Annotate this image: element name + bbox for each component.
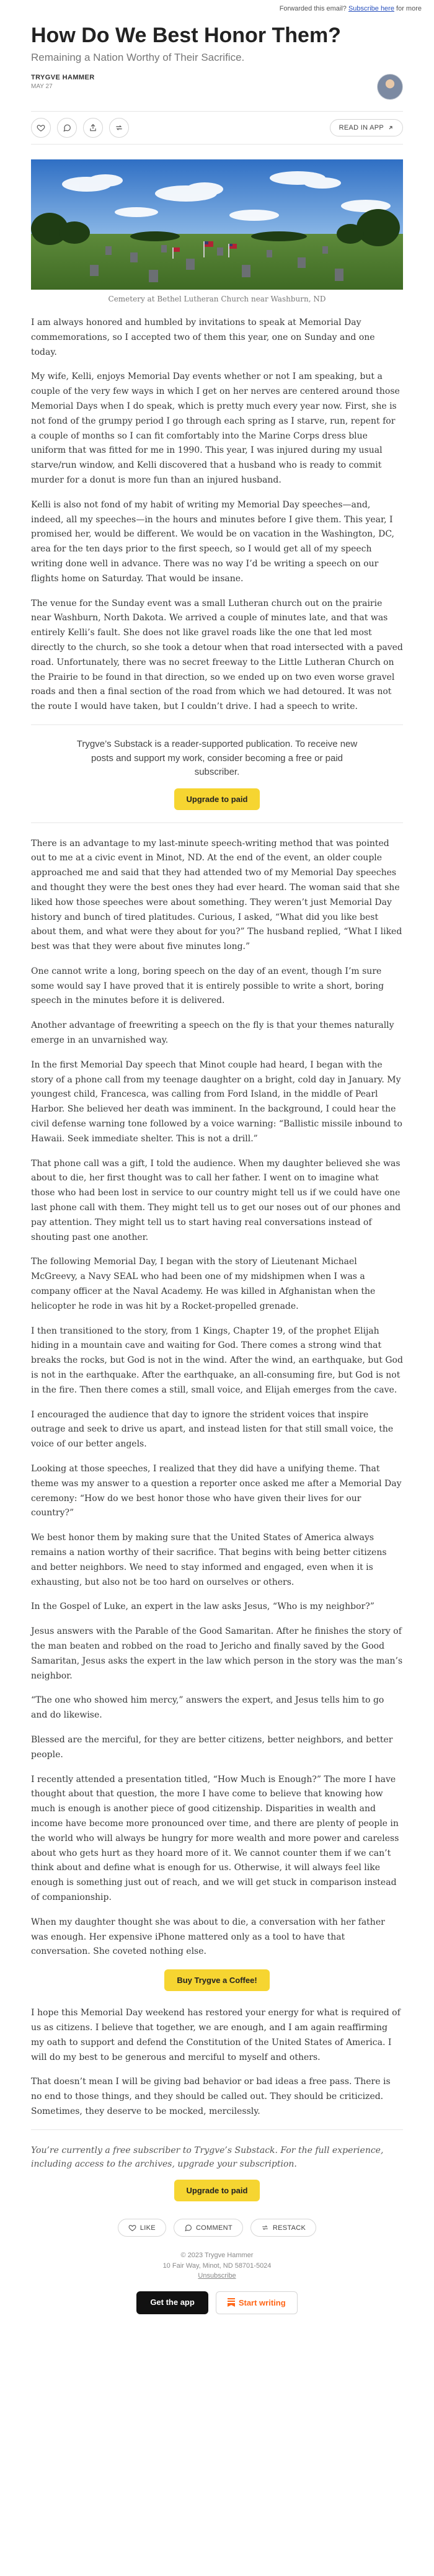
footer-actions bbox=[31, 2219, 403, 2237]
subscribe-box bbox=[31, 724, 403, 823]
paragraph: Looking at those speeches, I realized that they did have a unifying theme. That theme was my answer to a question a reporter once asked me after a Memorial Day ceremony: “How do we best honor those who have given their lives for our country?” bbox=[31, 1464, 402, 1518]
like-button[interactable] bbox=[31, 118, 51, 138]
copyright-text: © 2023 Trygve Hammer bbox=[180, 2252, 254, 2260]
author-row bbox=[31, 74, 403, 100]
forwarded-bar bbox=[0, 0, 434, 16]
author-block bbox=[31, 74, 95, 90]
paragraph: There is an advantage to my last-minute speech-writing method that was pointed out to me at a civic event in Minot, ND. At the end of the event, an older couple approached me and said that they had attended two of my Memorial Day speeches and thought they were the best ones they had ever heard. The woman said that she liked how those speeches were about something. They weren’t just Memorial Day history and bunch of tired platitudes. Curious, I asked, “What did you like best about them, and what were they about for you?” The husband replied, “What I liked best was that they were about five minutes long.” bbox=[31, 838, 402, 952]
paragraph: That doesn’t mean I will be giving bad behavior or bad ideas a free pass. There is no end to those things, and they should be called out. They should be criticized. Sometimes, they deserve to be mocked, mercilessly. bbox=[31, 2077, 391, 2116]
footer-comment-button[interactable] bbox=[174, 2219, 243, 2237]
paragraph: Another advantage of freewriting a speech on the fly is that your themes naturally emerge in an unvarnished way. bbox=[31, 1020, 394, 1046]
address-text: 10 Fair Way, Minot, ND 58701-5024 bbox=[162, 2262, 272, 2270]
like-label: LIKE bbox=[140, 2224, 156, 2232]
heart-icon bbox=[37, 123, 45, 132]
paragraph: When my daughter thought she was about to die, a conversation with her father was enough. Her expensive iPhone mattered only as a tool to have that conversation. She coveted nothing else. bbox=[31, 1917, 385, 1957]
paragraph: I hope this Memorial Day weekend has restored your energy for what is required of us as citizens. I believe that together, we are enough, and I am again reaffirming my oath to support and defend the Constitution of the United States of America. I will do my best to be generous and merciful to myself and others. bbox=[31, 2008, 401, 2062]
paragraph: That phone call was a gift, I told the audience. When my daughter believed she was about to die, her first thought was to call her father. I went on to imagine what those who had been lost in service to our country might tell us if we could have one last phone call with them. They might tell us to get our noses out of our phones and pay attention. They might tell us to start having real conversations instead of shouting past one another. bbox=[31, 1158, 401, 1242]
free-note-button-wrap bbox=[31, 2180, 403, 2201]
comment-button[interactable] bbox=[57, 118, 77, 138]
share-button[interactable] bbox=[83, 118, 103, 138]
author-name[interactable]: TRYGVE HAMMER bbox=[31, 74, 95, 82]
upgrade-to-paid-button[interactable]: Upgrade to paid bbox=[174, 788, 260, 810]
footer-like-button[interactable] bbox=[118, 2219, 166, 2237]
post-date: MAY 27 bbox=[31, 83, 53, 91]
heart-icon bbox=[128, 2224, 136, 2232]
post-container bbox=[0, 24, 434, 2329]
action-icons bbox=[31, 118, 129, 138]
for-more-text: for more bbox=[396, 5, 422, 12]
paragraph: One cannot write a long, boring speech on the day of an event, though I’m sure some would say I have proved that it is entirely possible to write a short, boring speech in the minutes before it is delivered. bbox=[31, 966, 384, 1006]
start-writing-label: Start writing bbox=[238, 2297, 286, 2307]
read-in-app-label: READ IN APP bbox=[339, 124, 384, 132]
paragraph: Kelli is also not fond of my habit of writing my Memorial Day speeches—and, indeed, all my speeches—in the hours and minutes before I give them. This year, I promised her, would be different. We would be on vacation in the Washington, DC, area for the ten days prior to the first speech, so I would get all of my speech writing done well in advance. There was no way I’d be writing a speech on our flights home on Saturday. That would be insane. bbox=[31, 499, 394, 584]
restack-label: RESTACK bbox=[272, 2224, 306, 2232]
forwarded-text: Forwarded this email? bbox=[279, 5, 347, 12]
restack-icon bbox=[261, 2224, 269, 2232]
subscribe-box-text: Trygve’s Substack is a reader-supported publication. To receive new posts and support my work, consider becoming a free or paid subscriber. bbox=[76, 739, 358, 778]
paragraph: I am always honored and humbled by invitations to speak at Memorial Day commemorations, so I accepted two of them this year, one on Sunday and one today. bbox=[31, 318, 375, 357]
free-subscriber-text: You’re currently a free subscriber to Trygve’s Substack. For the full experience, including access to the archives, upgrade your subscription. bbox=[31, 2145, 384, 2170]
coffee-section bbox=[31, 1969, 403, 1991]
paragraph: I encouraged the audience that day to ignore the strident voices that inspire outrage and seek to drive us apart, and instead listen for that still small voice, the voice of our better angels. bbox=[31, 1409, 394, 1450]
cemetery-figure bbox=[31, 159, 403, 303]
paragraph: The following Memorial Day, I began with the story of Lieutenant Michael McGreevy, a Navy SEAL who had been one of my midshipmen when I was a company officer at the Naval Academy. He was killed in Afghanistan when the helicopter he rode in was hit by a Rocket-propelled grenade. bbox=[31, 1257, 376, 1311]
body-section-2 bbox=[31, 837, 403, 1960]
post-title[interactable]: How Do We Best Honor Them? bbox=[31, 24, 341, 47]
paragraph: My wife, Kelli, enjoys Memorial Day events whether or not I am speaking, but a couple of the very few ways in which I get on her nerves are centered around those Memorial Days when I do speak, which is pretty much every year now. First, she is not fond of the grumpy period I go through each spring as I starve, run, repent for a couple of months so I can fit comfortably into the Marine Corps dress blue uniform that was fitted for me in 1990. This year, I was injured during my usual starve/run window, and Kelli discovered that a husband who is ready to commit murder for a donut is more fun than an injured husband. bbox=[31, 372, 400, 486]
post-actions-bar bbox=[31, 111, 403, 145]
cemetery-photo[interactable] bbox=[31, 159, 403, 290]
restack-icon bbox=[115, 123, 123, 132]
paragraph: Blessed are the merciful, for they are better citizens, better neighbors, and better people. bbox=[31, 1734, 393, 1760]
paragraph: The venue for the Sunday event was a small Lutheran church out on the prairie near Washburn, North Dakota. We arrived a couple of minutes late, and that was entirely Kelli’s fault. She does not like gravel roads like the one that led most directly to the church, so she took a detour when that road intersected with a paved road. Unfortunately, there was no secret freeway to the Little Lutheran Church on the Prairie to be found in that direction, so we ended up on two even worse gravel roads and then a final section of the road from which we had detoured. It was not the route I would have taken, but I couldn’t drive. I had a speech to write. bbox=[31, 598, 403, 712]
unsubscribe-link[interactable]: Unsubscribe bbox=[198, 2272, 236, 2280]
comment-icon bbox=[184, 2224, 192, 2232]
get-the-app-button[interactable]: Get the app bbox=[136, 2291, 208, 2314]
paragraph: I then transitioned to the story, from 1 Kings, Chapter 19, of the prophet Elijah hiding in a mountain cave and waiting for God. There comes a strong wind that breaks the rocks, but God is not in the wind. After the wind, an earthquake, but God is not in the earthquake. After the earthquake, an all-consuming fire, but God is not in the fire. Then there comes a still, small voice, and Elijah emerges from the cave. bbox=[31, 1326, 403, 1395]
paragraph: In the first Memorial Day speech that Minot couple had heard, I began with the story of a phone call from my teenage daughter on a bright, cold day in January. My youngest child, Francesca, was calling from Ford Island, in the middle of Pearl Harbor. She believed her death was imminent. In the background, I could hear the civil defense warning tone followed by a voice warning: “Ballistic missile inbound to Hawaii. Seek immediate shelter. This is not a drill.” bbox=[31, 1059, 402, 1144]
buy-coffee-button[interactable]: Buy Trygve a Coffee! bbox=[164, 1969, 269, 1991]
restack-button[interactable] bbox=[109, 118, 129, 138]
read-in-app-button[interactable] bbox=[330, 119, 403, 136]
body-section-1 bbox=[31, 316, 403, 715]
upgrade-to-paid-button-bottom[interactable]: Upgrade to paid bbox=[174, 2180, 260, 2201]
comment-icon bbox=[63, 123, 71, 132]
author-avatar[interactable] bbox=[377, 74, 403, 100]
start-writing-button[interactable] bbox=[216, 2291, 298, 2314]
post-subtitle: Remaining a Nation Worthy of Their Sacrifice. bbox=[31, 51, 245, 64]
paragraph: We best honor them by making sure that the United States of America always remains a nation worthy of their sacrifice. That begins with being better citizens and better neighbors. We need to stay informed and engaged, even when it is exhausting, but also not be too hard on ourselves or others. bbox=[31, 1533, 387, 1587]
paragraph: In the Gospel of Luke, an expert in the law asks Jesus, “Who is my neighbor?” bbox=[31, 1602, 374, 1612]
body-section-3 bbox=[31, 2006, 403, 2119]
subscribe-here-link[interactable]: Subscribe here bbox=[348, 5, 394, 12]
footer-info bbox=[31, 2250, 403, 2281]
external-link-icon bbox=[388, 125, 394, 131]
figure-caption: Cemetery at Bethel Lutheran Church near Washburn, ND bbox=[108, 295, 326, 304]
free-subscriber-note bbox=[31, 2129, 403, 2206]
paragraph: I recently attended a presentation titled, “How Much is Enough?” The more I have thought about that question, the more I have come to believe that knowing how much is enough is another piece of good citizenship. Disparities in wealth and income have become more pronounced over time, and there are plenty of people in the world who will always be hungry for more wealth and more power and careless about who gets hurt as they hoard more of it. We cannot counter them if we can’t think about and define what is enough for us. Otherwise, it will always feel like enough is something just out of reach, and we will get stuck in comparison instead of companionship. bbox=[31, 1774, 399, 1902]
paragraph: “The one who showed him mercy,” answers the expert, and Jesus tells him to go and do likewise. bbox=[31, 1695, 384, 1721]
footer-restack-button[interactable] bbox=[250, 2219, 316, 2237]
paragraph: Jesus answers with the Parable of the Good Samaritan. After he finishes the story of the man beaten and robbed on the road to Jericho and finally saved by the Good Samaritan, Jesus asks the expert in the law which person in the story was the man’s neighbor. bbox=[31, 1626, 403, 1681]
bottom-buttons bbox=[31, 2291, 403, 2329]
substack-logo-icon bbox=[228, 2298, 235, 2307]
share-icon bbox=[89, 123, 97, 132]
comment-label: COMMENT bbox=[195, 2224, 232, 2232]
